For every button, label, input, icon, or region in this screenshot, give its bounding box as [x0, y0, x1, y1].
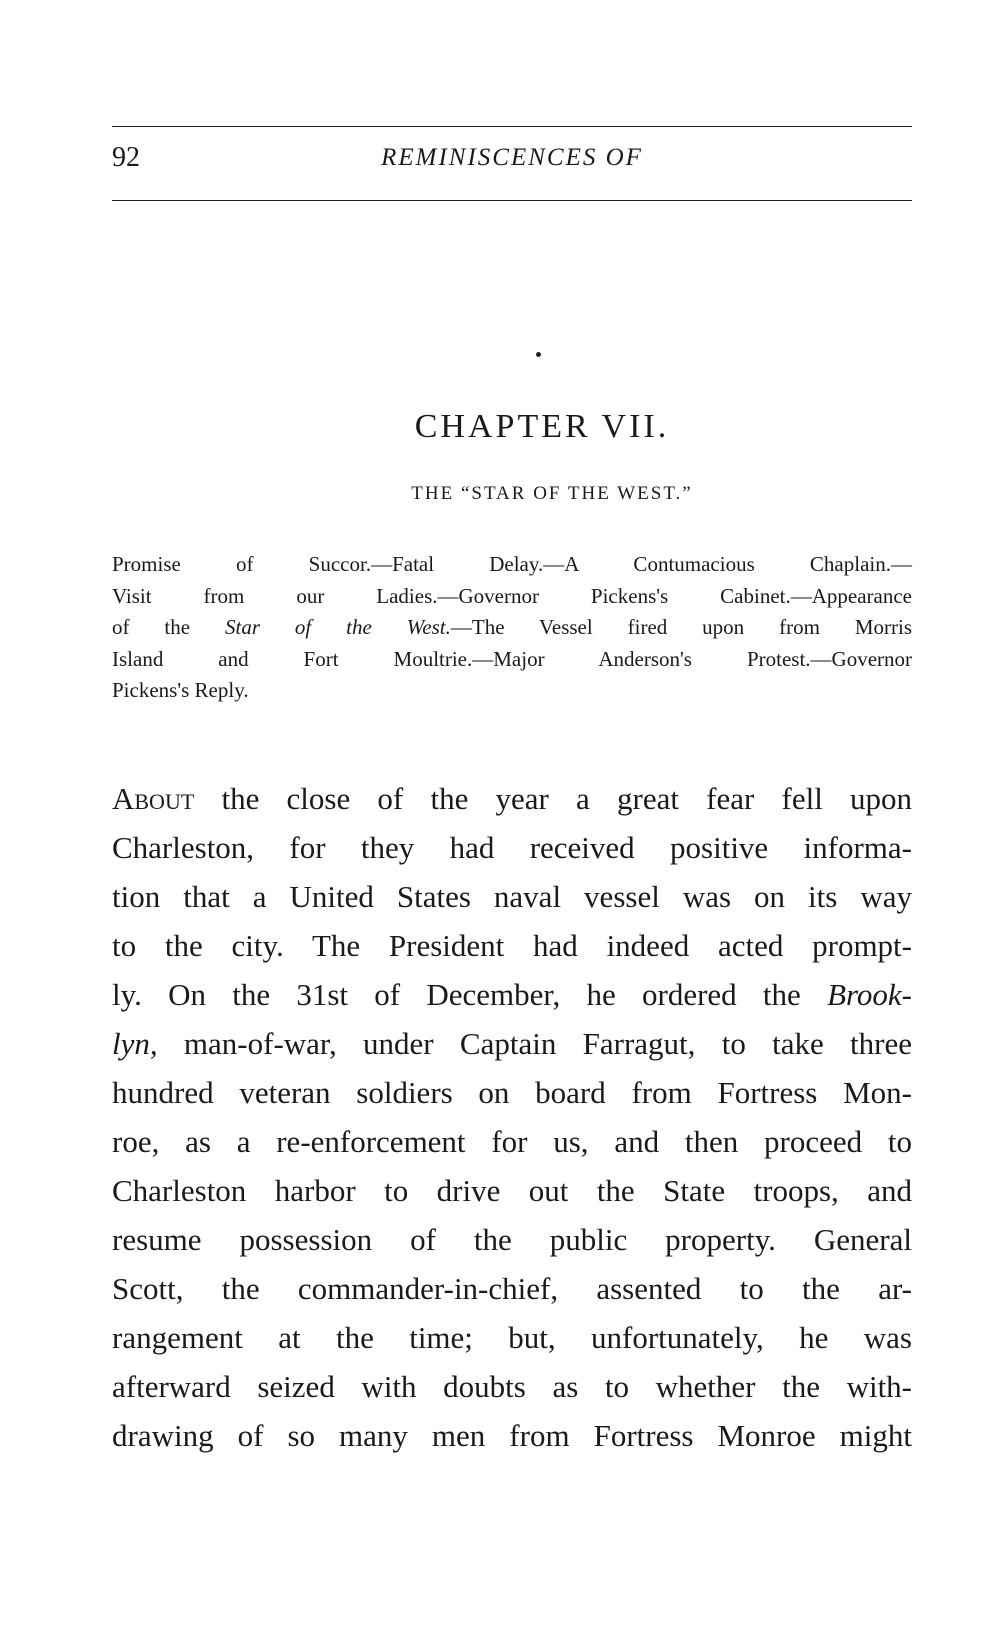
body-line: drawing of so many men from Fortress Monroe might [112, 1418, 912, 1453]
running-head [112, 142, 912, 182]
body-line: tion that a United States naval vessel was on its way [112, 879, 912, 914]
synopsis-text: of the [112, 615, 191, 639]
synopsis-line: Pickens's Reply. [112, 678, 249, 702]
body-line: to the city. The President had indeed acted prompt- [112, 928, 912, 963]
body-line: Scott, the commander-in-chief, assented to the ar- [112, 1271, 912, 1306]
header-rule-top [112, 126, 912, 127]
body-line: Charleston, for they had received positive informa- [112, 830, 912, 865]
body-line: rangement at the time; but, unfortunately, he was [112, 1320, 912, 1355]
synopsis-line: Visit from our Ladies.—Governor Pickens's Cabinet.—Appearance [112, 583, 912, 608]
chapter-synopsis [112, 549, 912, 707]
body-line [112, 1019, 912, 1068]
synopsis-line: Island and Fort Moultrie.—Major Anderson's Protest.—Governor [112, 646, 912, 671]
synopsis-text: —The Vessel fired upon from Morris [450, 615, 913, 639]
body-line [112, 774, 912, 823]
drop-word: About [112, 781, 195, 816]
synopsis-line [112, 612, 913, 644]
header-rule-bottom [112, 200, 912, 201]
chapter-title: THE “STAR OF THE WEST.” [411, 483, 693, 504]
body-line: hundred veteran soldiers on board from Fortress Mon- [112, 1075, 912, 1110]
synopsis-line: Promise of Succor.—Fatal Delay.—A Contumacious Chaplain.— [112, 552, 912, 576]
body-paragraph [112, 774, 912, 1460]
body-line [112, 970, 912, 1019]
body-line-text: ly. On the 31st of December, he ordered the [112, 977, 801, 1012]
body-line: resume possession of the public property. General [112, 1222, 912, 1257]
body-line-text: man-of-war, under Captain Farragut, to take three [183, 1026, 912, 1061]
chapter-number: CHAPTER VII. [414, 408, 670, 445]
body-line: roe, as a re-enforcement for us, and then proceed to [112, 1124, 912, 1159]
ship-name: lyn, [112, 1026, 158, 1061]
body-line: Charleston harbor to drive out the State troops, and [112, 1173, 912, 1208]
body-line: afterward seized with doubts as to whether the with- [112, 1369, 912, 1404]
body-line-text: the close of the year a great fear fell upon [221, 781, 913, 816]
page-number: 92 [112, 142, 140, 173]
synopsis-ship-name: Star of the West. [224, 615, 451, 639]
ship-name: Brook- [827, 977, 913, 1012]
print-speck [536, 352, 541, 357]
running-title: REMINISCENCES OF [381, 144, 643, 171]
